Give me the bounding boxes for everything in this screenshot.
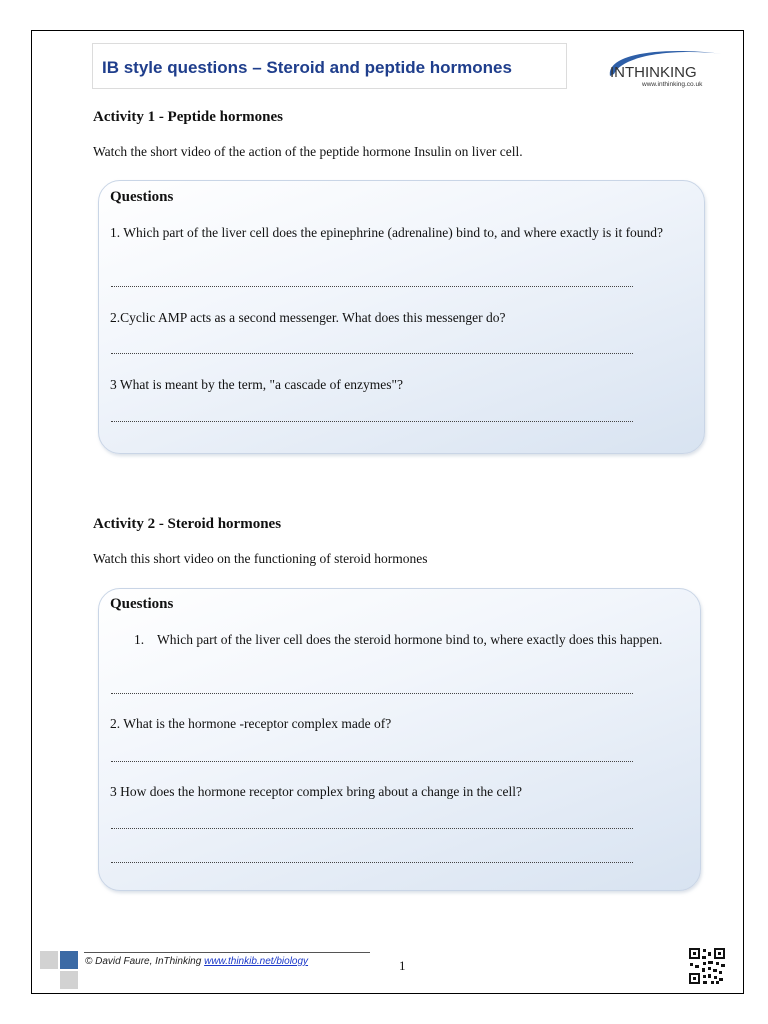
- footer-copyright: [85, 956, 308, 967]
- footer-decoration: [40, 951, 80, 991]
- logo-url: www.inthinking.co.uk: [642, 81, 703, 88]
- answer-line[interactable]: [111, 862, 633, 863]
- footer-rule: [84, 952, 370, 953]
- activity-1-question-1: 1. Which part of the liver cell does the epinephrine (adrenaline) bind to, and where exactly is it found?: [110, 225, 664, 240]
- logo-text: INTHINKING: [610, 64, 697, 81]
- activity-2-question-1: Which part of the liver cell does the steroid hormone bind to, where exactly does this happen.: [157, 632, 663, 647]
- footer-link[interactable]: www.thinkib.net/biology: [204, 956, 309, 967]
- document-title: IB style questions – Steroid and peptide hormones: [102, 58, 512, 77]
- footer-copyright-text: © David Faure, InThinking: [85, 956, 205, 967]
- footer-square: [40, 951, 58, 969]
- activity-2-question-1-number: 1.: [134, 632, 145, 647]
- qr-code-icon: [688, 947, 726, 985]
- activity-1-heading: Activity 1 - Peptide hormones: [93, 109, 283, 125]
- activity-2-questions-heading: Questions: [110, 596, 174, 612]
- footer-square: [60, 951, 78, 969]
- answer-line[interactable]: [111, 761, 633, 762]
- activity-2-question-2: 2. What is the hormone -receptor complex made of?: [110, 716, 392, 731]
- inthinking-logo: [600, 42, 728, 90]
- answer-line[interactable]: [111, 286, 633, 287]
- answer-line[interactable]: [111, 353, 633, 354]
- page-number: 1: [399, 958, 406, 973]
- answer-line[interactable]: [111, 421, 633, 422]
- answer-line[interactable]: [111, 828, 633, 829]
- activity-2-intro: Watch this short video on the functioning of steroid hormones: [93, 551, 428, 566]
- activity-1-question-3: 3 What is meant by the term, "a cascade of enzymes"?: [110, 377, 404, 392]
- title-box: [92, 43, 567, 89]
- activity-1-intro: Watch the short video of the action of the peptide hormone Insulin on liver cell.: [93, 144, 523, 159]
- activity-2-heading: Activity 2 - Steroid hormones: [93, 516, 282, 532]
- activity-1-question-2: 2.Cyclic AMP acts as a second messenger. What does this messenger do?: [110, 310, 506, 325]
- footer-square: [60, 971, 78, 989]
- activity-2-question-3: 3 How does the hormone receptor complex bring about a change in the cell?: [110, 784, 522, 799]
- activity-1-questions-heading: Questions: [110, 189, 174, 205]
- answer-line[interactable]: [111, 693, 633, 694]
